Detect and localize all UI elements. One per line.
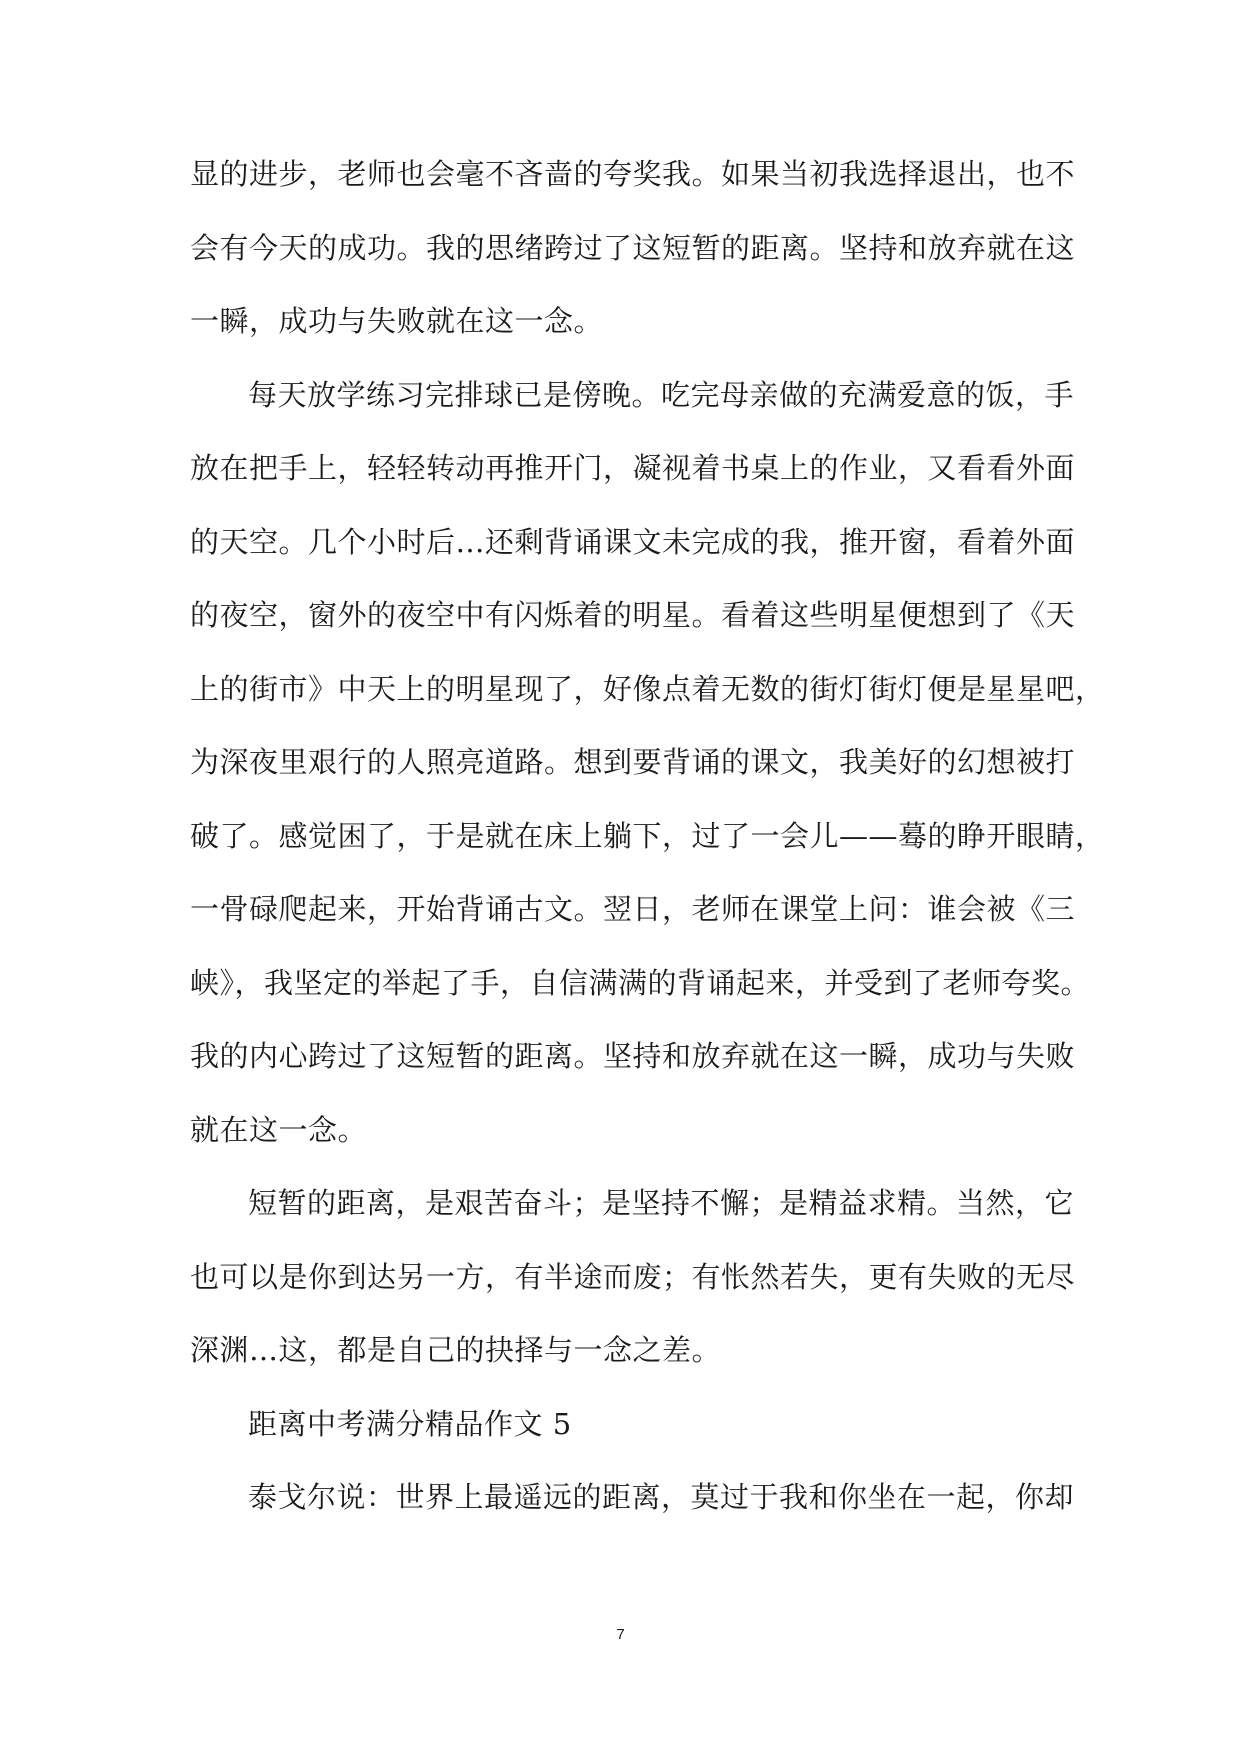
text-line: 每天放学练习完排球已是傍晚。吃完母亲做的充满爱意的饭，手	[248, 377, 1075, 412]
text-line: 泰戈尔说：世界上最遥远的距离，莫过于我和你坐在一起，你却	[248, 1480, 1075, 1514]
text-line: 破了。感觉困了，于是就在床上躺下，过了一会儿——蓦的睁开眼睛，	[190, 818, 1105, 853]
text-line: 会有今天的成功。我的思绪跨过了这短暂的距离。坚持和放弃就在这	[190, 230, 1076, 265]
text-line: 显的进步，老师也会毫不吝啬的夸奖我。如果当初我选择退出，也不	[190, 157, 1076, 191]
text-line: 我的内心跨过了这短暂的距离。坚持和放弃就在这一瞬，成功与失败	[190, 1039, 1076, 1073]
text-line: 就在这一念。	[190, 1112, 368, 1147]
body-text	[190, 138, 1105, 1535]
section-heading: 距离中考满分精品作文 5	[248, 1406, 572, 1441]
text-line: 放在把手上，轻轻转动再推开门，凝视着书桌上的作业，又看看外面	[190, 451, 1076, 485]
text-line: 的天空。几个小时后…还剩背诵课文未完成的我，推开窗，看着外面	[190, 524, 1076, 559]
text-line: 为深夜里艰行的人照亮道路。想到要背诵的课文，我美好的幻想被打	[190, 745, 1076, 779]
page-number: 7	[616, 1626, 625, 1643]
text-line: 峡》，我坚定的举起了手，自信满满的背诵起来，并受到了老师夸奖。	[190, 965, 1091, 1000]
text-line: 的夜空，窗外的夜空中有闪烁着的明星。看着这些明星便想到了《天	[190, 598, 1076, 632]
text-line: 深渊…这，都是自己的抉择与一念之差。	[190, 1333, 722, 1367]
text-line: 上的街市》中天上的明星现了，好像点着无数的街灯街灯便是星星吧，	[190, 671, 1105, 706]
text-line: 也可以是你到达另一方，有半途而废；有怅然若失，更有失败的无尽	[190, 1259, 1076, 1294]
text-line: 一骨碌爬起来，开始背诵古文。翌日，老师在课堂上问：谁会被《三	[190, 892, 1076, 926]
text-line: 一瞬，成功与失败就在这一念。	[190, 304, 604, 338]
text-line: 短暂的距离，是艰苦奋斗；是坚持不懈；是精益求精。当然，它	[248, 1186, 1075, 1220]
